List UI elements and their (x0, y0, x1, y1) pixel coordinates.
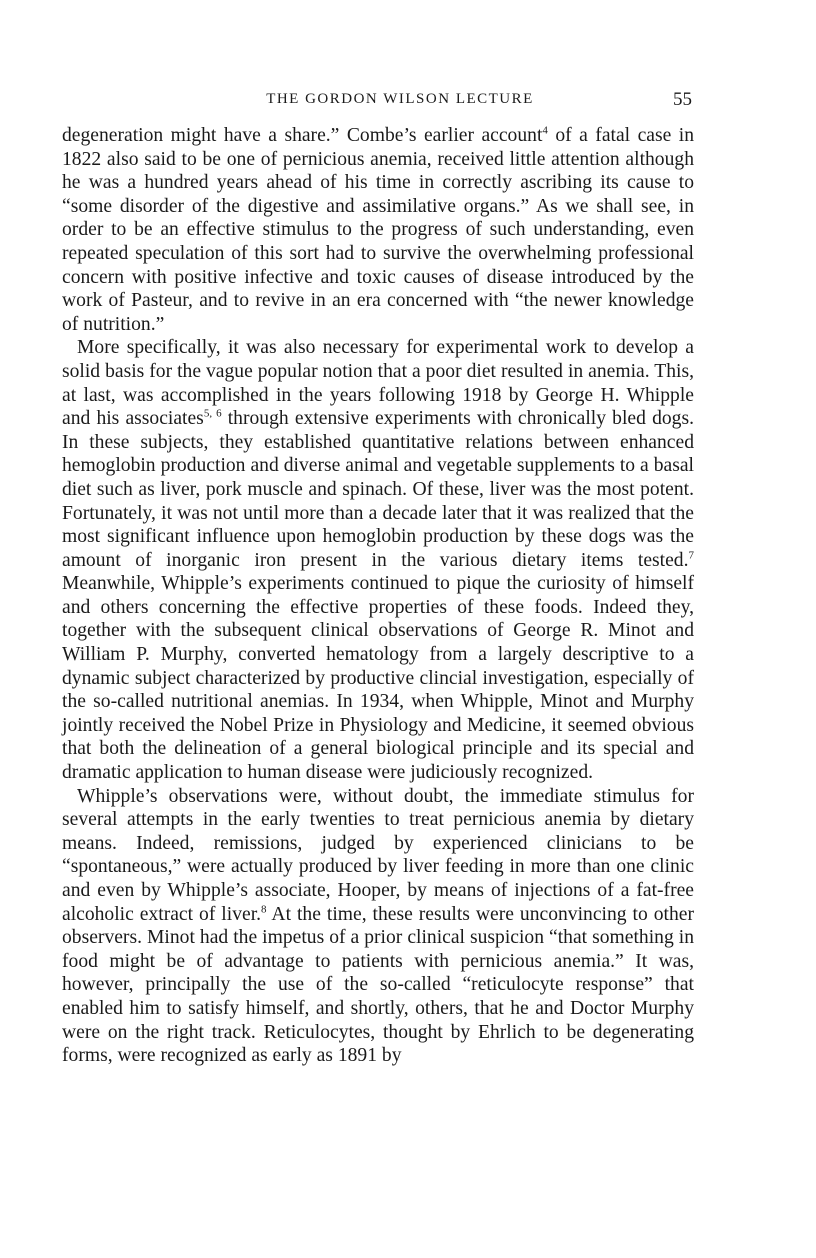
paragraph (62, 124, 694, 336)
text-segment: At the time, these results were unconvincing to other observers. Minot had the impetus of a prior clinical suspicion “that something in food might be of advantage to patients with pernicious anemia.” It was, however, principally the use of the so-called “reticulocyte response” that enabled him to satisfy himself, and shortly, others, that he and Doctor Murphy were on the right track. Reticulocytes, thought by Ehrlich to be degenerating forms, were recognized as early as 1891 by (62, 903, 694, 1067)
text-segment: of a fatal case in 1822 also said to be one of pernicious anemia, received little attention although he was a hundred years ahead of his time in correctly ascribing its cause to “some disorder of the digestive and assimilative organs.” As we shall see, in order to be an effective stimulus to the progress of such understanding, even repeated speculation of this sort had to survive the overwhelming professional concern with positive infective and toxic causes of disease introduced by the work of Pasteur, and to revive in an era concerned with “the newer knowledge of nutrition.” (62, 125, 694, 335)
text-segment: Meanwhile, Whipple’s experiments continued to pique the curiosity of himself and others concerning the effective properties of these foods. Indeed they, together with the subsequent clinical observations of George R. Minot and William P. Murphy, converted hematology from a largely descriptive to a dynamic subject characterized by productive clincial investigation, especially of the so-called nutritional anemias. In 1934, when Whipple, Minot and Murphy jointly received the Nobel Prize in Physiology and Medicine, it seemed obvious that both the delineation of a general biological principle and its special and dramatic application to human disease were judiciously recognized. (62, 573, 694, 784)
text-segment: through extensive experiments with chronically bled dogs. In these subjects, they established quantitative relations between enhanced hemoglobin production and diverse animal and vegetable supplements to a basal diet such as liver, pork muscle and spinach. Of these, liver was the most potent. Fortunately, it was not until more than a decade later that it was realized that the most significant influence upon hemoglobin production by these dogs was the amount of inorganic iron present in the various dietary items tested. (62, 408, 694, 571)
paragraph (62, 785, 694, 1068)
paragraph (62, 336, 694, 784)
reference-superscript: 8 (261, 903, 267, 916)
text-segment: degeneration might have a share.” Combe’s earlier account (62, 125, 543, 146)
page-number: 55 (673, 89, 692, 110)
text-segment: More specifically, it was also necessary for experimental work to develop a solid basis for the vague popular notion that a poor diet resulted in anemia. This, at last, was accomplished in the years following 1918 by George H. Whipple and his associates (62, 337, 694, 430)
reference-superscript: 7 (688, 549, 694, 562)
running-title: THE GORDON WILSON LECTURE (266, 91, 534, 107)
reference-superscript: 5, 6 (203, 407, 222, 420)
text-segment: Whipple’s observations were, without doubt, the immediate stimulus for several attempts in the early twenties to treat pernicious anemia by dietary means. Indeed, remissions, judged by experienced clinicians to be “spontaneous,” were actually produced by liver feeding in more than one clinic and even by Whipple’s associate, Hooper, by means of injections of a fat-free alcoholic extract of liver. (62, 785, 694, 925)
reference-superscript: 4 (542, 124, 548, 137)
body-text (62, 124, 694, 1068)
running-header (100, 89, 700, 113)
